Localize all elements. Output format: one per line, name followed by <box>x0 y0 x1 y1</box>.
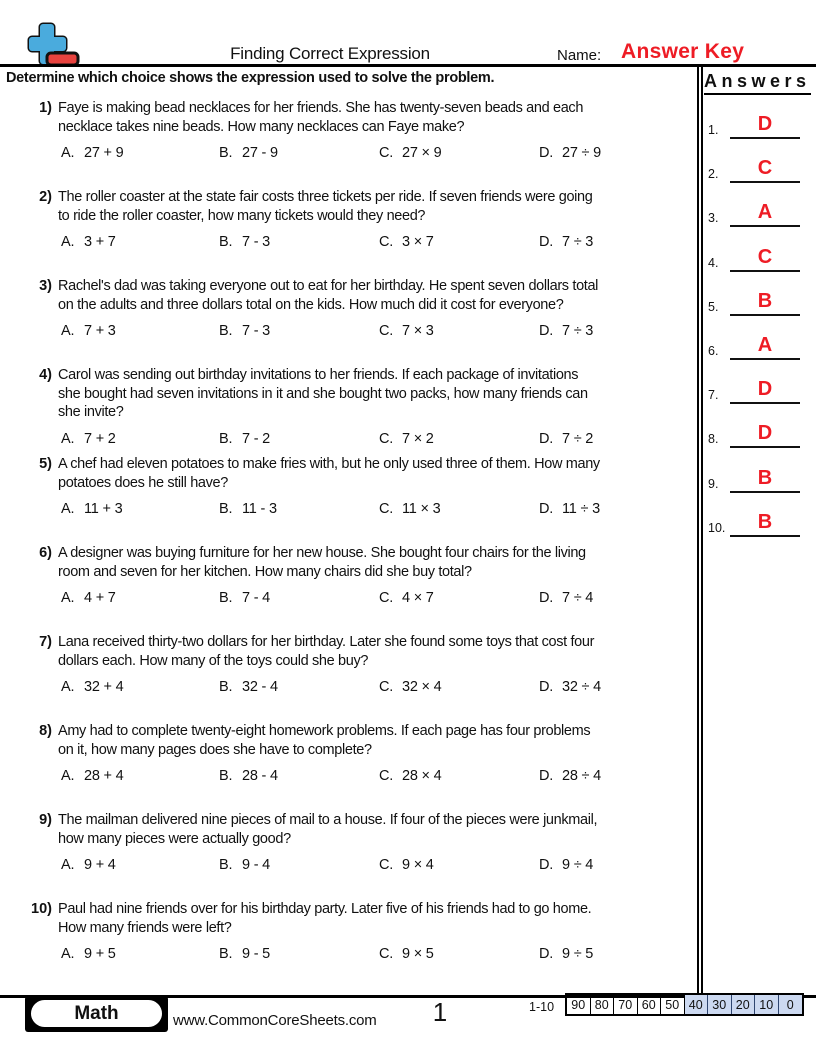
answer-number: 7. <box>708 388 719 403</box>
option-letter: A. <box>61 857 75 873</box>
question-text <box>58 900 591 937</box>
question-number: 1) <box>39 100 52 116</box>
option-expression: 32 × 4 <box>402 679 442 695</box>
option-expression: 7 - 2 <box>242 430 271 447</box>
question-text-line: A chef had eleven potatoes to make fries with, but he only used three of them. How many <box>58 456 600 472</box>
question-options <box>0 501 700 521</box>
question-number: 7) <box>39 634 52 650</box>
answer-row <box>704 509 816 537</box>
option-letter: C. <box>379 234 394 250</box>
option-letter: B. <box>219 430 233 447</box>
option-d <box>539 857 593 873</box>
answer-row <box>704 376 816 404</box>
answer-value: D <box>730 376 800 404</box>
option-letter: A. <box>61 946 75 962</box>
question-number: 9) <box>39 812 52 828</box>
answer-number: 8. <box>708 432 719 447</box>
option-expression: 9 + 5 <box>84 946 116 962</box>
question-text-line: to ride the roller coaster, how many tickets would they need? <box>58 207 426 224</box>
option-letter: C. <box>379 430 394 447</box>
score-cell: 50 <box>661 995 685 1014</box>
option-expression: 11 + 3 <box>84 501 123 517</box>
question-options <box>0 431 700 451</box>
answer-value: B <box>730 288 800 316</box>
option-letter: D. <box>539 946 554 962</box>
question-text-line: necklace takes nine beads. How many necklaces can Faye make? <box>58 118 465 135</box>
answers-divider <box>697 66 703 993</box>
option-expression: 7 + 3 <box>84 323 116 339</box>
option-letter: B. <box>219 679 233 695</box>
question-text <box>58 455 600 492</box>
answer-value: D <box>730 111 800 139</box>
answer-number: 5. <box>708 299 719 314</box>
answer-value: C <box>730 155 800 183</box>
option-letter: C. <box>379 946 394 962</box>
option-expression: 28 + 4 <box>84 768 124 784</box>
option-expression: 9 + 4 <box>84 857 116 873</box>
question-text-line: how many pieces were actually good? <box>58 830 291 847</box>
option-a <box>61 679 124 695</box>
option-expression: 7 - 3 <box>242 323 271 339</box>
question-options <box>0 679 700 699</box>
option-expression: 28 × 4 <box>402 768 442 784</box>
question-options <box>0 234 700 254</box>
option-d <box>539 590 593 606</box>
option-expression: 7 ÷ 2 <box>562 430 594 447</box>
option-c <box>379 679 442 695</box>
option-expression: 11 - 3 <box>242 501 277 517</box>
option-b <box>219 431 270 447</box>
option-letter: B. <box>219 323 233 339</box>
option-letter: A. <box>61 679 75 695</box>
option-d <box>539 431 593 447</box>
option-a <box>61 857 116 873</box>
question-number: 5) <box>39 456 52 472</box>
option-b <box>219 946 270 962</box>
answer-number: 9. <box>708 476 719 491</box>
score-cell: 80 <box>591 995 615 1014</box>
option-expression: 7 + 2 <box>84 430 116 447</box>
question-text <box>58 811 597 848</box>
question-text-line: on it, how many pages does she have to complete? <box>58 741 372 758</box>
answer-row <box>704 244 816 272</box>
question-text <box>58 366 588 422</box>
option-expression: 7 × 3 <box>402 323 434 339</box>
option-expression: 11 ÷ 3 <box>562 501 600 517</box>
option-letter: D. <box>539 590 554 606</box>
option-letter: A. <box>61 590 75 606</box>
question-text-line: How many friends were left? <box>58 919 232 936</box>
answer-number: 10. <box>708 520 726 535</box>
option-c <box>379 145 442 161</box>
option-c <box>379 323 434 339</box>
answer-value: D <box>730 420 800 448</box>
option-expression: 28 ÷ 4 <box>562 768 602 784</box>
page-title: Finding Correct Expression <box>230 44 430 63</box>
option-expression: 27 - 9 <box>242 145 278 161</box>
option-c <box>379 590 434 606</box>
answer-value: A <box>730 199 800 227</box>
option-letter: C. <box>379 590 394 606</box>
question-text <box>58 544 586 581</box>
option-expression: 7 ÷ 3 <box>562 234 594 250</box>
score-cell: 10 <box>755 995 779 1014</box>
question-text-line: Faye is making bead necklaces for her friends. She has twenty-seven beads and each <box>58 100 584 116</box>
option-letter: D. <box>539 501 554 517</box>
question-text-line: on the adults and three dollars total on the kids. How much did it cost for everyone? <box>58 296 564 313</box>
option-expression: 7 ÷ 4 <box>562 590 594 606</box>
question-text-line: Paul had nine friends over for his birthday party. Later five of his friends had to go home. <box>58 901 592 917</box>
question-text-line: she bought had seven invitations in it and she bought two packs, how many friends can <box>58 385 588 402</box>
question-number: 10) <box>31 901 52 917</box>
option-b <box>219 679 278 695</box>
answer-row <box>704 420 816 448</box>
option-d <box>539 679 601 695</box>
option-letter: B. <box>219 234 233 250</box>
answer-key-label: Answer Key <box>621 40 745 63</box>
subject-badge <box>25 996 168 1032</box>
answer-value: C <box>730 244 800 272</box>
question-options <box>0 768 700 788</box>
answer-number: 4. <box>708 255 719 270</box>
option-a <box>61 145 124 161</box>
option-expression: 32 - 4 <box>242 679 278 695</box>
option-expression: 32 + 4 <box>84 679 124 695</box>
option-expression: 7 ÷ 3 <box>562 323 594 339</box>
option-letter: C. <box>379 323 394 339</box>
answer-row <box>704 288 816 316</box>
option-c <box>379 234 434 250</box>
question-text <box>58 188 592 225</box>
question-text <box>58 277 598 314</box>
score-cell: 70 <box>614 995 638 1014</box>
option-c <box>379 946 434 962</box>
answer-row <box>704 199 816 227</box>
question-text-line: Lana received thirty-two dollars for her birthday. Later she found some toys that cost four <box>58 634 595 650</box>
option-expression: 4 + 7 <box>84 590 116 606</box>
option-a <box>61 234 116 250</box>
option-letter: A. <box>61 768 75 784</box>
option-c <box>379 431 434 447</box>
answer-number: 1. <box>708 123 719 137</box>
question-number: 3) <box>39 278 52 294</box>
option-letter: C. <box>379 857 394 873</box>
name-label: Name: <box>557 47 602 64</box>
option-letter: A. <box>61 323 75 339</box>
option-expression: 28 - 4 <box>242 768 278 784</box>
option-letter: C. <box>379 768 394 784</box>
answer-value: B <box>730 509 800 537</box>
option-b <box>219 857 270 873</box>
question-number: 6) <box>39 545 52 561</box>
question-number: 4) <box>39 367 52 383</box>
option-b <box>219 590 270 606</box>
question-text-line: A designer was buying furniture for her new house. She bought four chairs for the living <box>58 545 586 561</box>
option-expression: 9 × 4 <box>402 857 434 873</box>
option-expression: 9 ÷ 5 <box>562 946 594 962</box>
score-cell: 0 <box>779 995 803 1014</box>
option-expression: 32 ÷ 4 <box>562 679 602 695</box>
score-cell: 20 <box>732 995 756 1014</box>
option-d <box>539 323 593 339</box>
option-letter: B. <box>219 501 233 517</box>
question-text-line: dollars each. How many of the toys could she buy? <box>58 652 369 669</box>
option-expression: 3 + 7 <box>84 234 116 250</box>
question-text-line: potatoes does he still have? <box>58 474 228 491</box>
option-a <box>61 431 116 447</box>
option-c <box>379 857 434 873</box>
option-c <box>379 768 442 784</box>
option-letter: A. <box>61 430 75 447</box>
answer-value: B <box>730 465 800 493</box>
question-text <box>58 722 590 759</box>
page-number: 1 <box>432 997 448 1027</box>
option-d <box>539 145 601 161</box>
answer-row <box>704 465 816 493</box>
option-letter: D. <box>539 234 554 250</box>
score-cell: 90 <box>567 995 591 1014</box>
option-letter: B. <box>219 590 233 606</box>
option-expression: 9 - 4 <box>242 857 271 873</box>
option-letter: B. <box>219 145 233 161</box>
score-cell: 60 <box>638 995 662 1014</box>
answer-row <box>704 111 816 139</box>
question-text-line: room and seven for her kitchen. How many chairs did she buy total? <box>58 563 472 580</box>
question-options <box>0 323 700 343</box>
option-expression: 27 + 9 <box>84 145 124 161</box>
header-divider <box>0 64 816 67</box>
option-letter: D. <box>539 857 554 873</box>
option-a <box>61 768 124 784</box>
option-letter: A. <box>61 234 75 250</box>
option-a <box>61 323 116 339</box>
option-expression: 9 - 5 <box>242 946 271 962</box>
option-b <box>219 145 278 161</box>
question-text-line: The roller coaster at the state fair costs three tickets per ride. If seven friends were going <box>58 189 593 205</box>
option-b <box>219 501 277 517</box>
option-expression: 4 × 7 <box>402 590 434 606</box>
option-letter: A. <box>61 145 75 161</box>
option-letter: D. <box>539 323 554 339</box>
question-text-line: Carol was sending out birthday invitations to her friends. If each package of invitations <box>58 367 579 383</box>
option-letter: D. <box>539 679 554 695</box>
option-expression: 3 × 7 <box>402 234 434 250</box>
score-cell: 30 <box>708 995 732 1014</box>
option-c <box>379 501 440 517</box>
option-expression: 27 ÷ 9 <box>562 145 602 161</box>
website-link[interactable]: www.CommonCoreSheets.com <box>173 1012 377 1029</box>
option-expression: 9 ÷ 4 <box>562 857 594 873</box>
subject-label: Math <box>31 1000 162 1027</box>
question-options <box>0 946 700 966</box>
option-a <box>61 946 116 962</box>
option-letter: B. <box>219 946 233 962</box>
answers-title: Answers <box>704 71 811 95</box>
score-range-label: 1-10 <box>529 1000 555 1014</box>
option-b <box>219 323 270 339</box>
option-expression: 7 × 2 <box>402 430 434 447</box>
option-letter: C. <box>379 679 394 695</box>
question-number: 2) <box>39 189 52 205</box>
option-a <box>61 590 116 606</box>
answer-row <box>704 155 816 183</box>
question-text <box>58 633 594 670</box>
worksheet-instruction: Determine which choice shows the expression used to solve the problem. <box>6 70 495 86</box>
option-d <box>539 768 601 784</box>
answer-number: 6. <box>708 344 719 358</box>
question-options <box>0 145 700 165</box>
option-expression: 11 × 3 <box>402 501 441 517</box>
option-b <box>219 768 278 784</box>
option-expression: 9 × 5 <box>402 946 434 962</box>
option-b <box>219 234 270 250</box>
question-text <box>58 99 583 136</box>
option-letter: B. <box>219 857 233 873</box>
option-a <box>61 501 122 517</box>
question-number: 8) <box>39 723 52 739</box>
answer-number: 2. <box>708 167 719 182</box>
question-options <box>0 590 700 610</box>
option-letter: B. <box>219 768 233 784</box>
answer-number: 3. <box>708 211 719 226</box>
option-letter: D. <box>539 768 554 784</box>
option-d <box>539 234 593 250</box>
option-letter: D. <box>539 145 554 161</box>
question-text-line: Rachel's dad was taking everyone out to eat for her birthday. He spent seven dollars total <box>58 278 599 294</box>
option-expression: 7 - 3 <box>242 234 271 250</box>
question-text-line: The mailman delivered nine pieces of mail to a house. If four of the pieces were junkmail, <box>58 812 598 828</box>
option-letter: A. <box>61 501 75 517</box>
score-table <box>565 993 804 1016</box>
option-letter: C. <box>379 501 394 517</box>
question-text-line: Amy had to complete twenty-eight homework problems. If each page has four problems <box>58 723 591 739</box>
option-expression: 27 × 9 <box>402 145 442 161</box>
question-text-line: she invite? <box>58 404 124 420</box>
answer-value: A <box>730 332 800 360</box>
option-letter: C. <box>379 145 394 161</box>
score-cell: 40 <box>685 995 709 1014</box>
option-letter: D. <box>539 430 554 447</box>
answers-panel <box>704 66 816 993</box>
question-options <box>0 857 700 877</box>
option-d <box>539 501 600 517</box>
option-expression: 7 - 4 <box>242 590 271 606</box>
answer-row <box>704 332 816 360</box>
option-d <box>539 946 593 962</box>
